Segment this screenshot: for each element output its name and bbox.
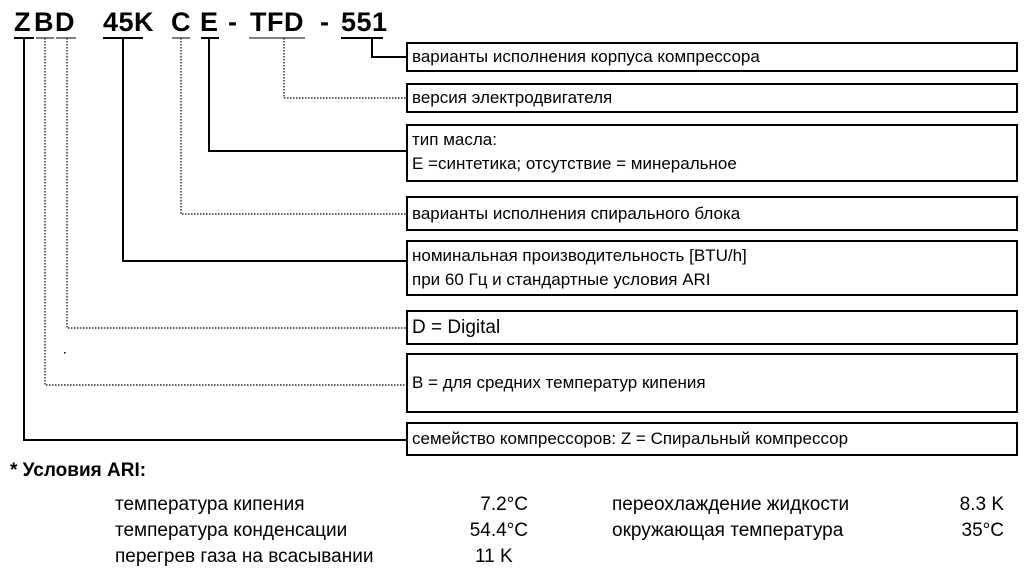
connector-variant xyxy=(67,38,406,328)
ari-left-label-2: температура конденсации xyxy=(115,520,348,541)
code-scroll: C xyxy=(171,7,191,37)
code-motor: TFD xyxy=(250,7,304,37)
ari-right-label-1: переохлаждение жидкости xyxy=(612,494,850,515)
desc-capacity-line1: номинальная производительность [BTU/h] xyxy=(412,246,747,265)
desc-motor-text: версия электродвигателя xyxy=(412,88,613,107)
ari-left-label-1: температура кипения xyxy=(115,494,305,515)
ari-right-value-2: 35°C xyxy=(961,520,1004,541)
desc-scroll-text: варианты исполнения спирального блока xyxy=(412,204,741,223)
desc-housing-text: варианты исполнения корпуса компрессора xyxy=(412,47,760,66)
connector-temprange xyxy=(45,38,406,385)
code-separator-2: - xyxy=(320,7,330,37)
desc-oil-title: тип масла: xyxy=(412,130,497,149)
ari-left-value-1: 7.2°C xyxy=(480,494,528,515)
desc-temprange xyxy=(406,353,1018,413)
code-housing: 551 xyxy=(341,7,388,37)
connector-capacity xyxy=(123,38,406,261)
desc-variant-text: D = Digital xyxy=(412,317,501,338)
code-oil: E xyxy=(200,7,219,37)
desc-motor xyxy=(406,83,1018,113)
ari-title: * Условия ARI: xyxy=(10,460,147,481)
ari-left-label-3: перегрев газа на всасывании xyxy=(115,546,374,567)
connector-oil xyxy=(209,38,406,151)
desc-family-text: семейство компрессоров: Z = Спиральный компрессор xyxy=(412,429,849,448)
desc-housing xyxy=(406,42,1018,72)
stray-dot xyxy=(64,352,66,354)
code-capacity: 45K xyxy=(103,7,155,37)
connector-scroll xyxy=(181,38,406,214)
desc-oil xyxy=(406,124,1018,182)
code-separator-1: - xyxy=(228,7,238,37)
desc-scroll xyxy=(406,196,1018,231)
connector-family xyxy=(24,38,406,440)
ari-right-label-2: окружающая температура xyxy=(612,520,844,541)
code-family: Z xyxy=(14,7,31,37)
connector-motor xyxy=(284,38,406,98)
connector-housing xyxy=(372,38,406,57)
desc-family xyxy=(406,422,1018,456)
code-temprange: B xyxy=(34,7,54,37)
desc-capacity xyxy=(406,240,1018,296)
desc-capacity-line2: при 60 Гц и стандартные условия ARI xyxy=(412,270,711,289)
desc-variant xyxy=(406,310,1018,345)
ari-left-value-2: 54.4°C xyxy=(469,520,528,541)
code-variant: D xyxy=(55,7,75,37)
ari-left-value-3: 11 K xyxy=(475,546,513,567)
desc-oil-values: E =синтетика; отсутствие = минеральное xyxy=(412,154,737,173)
ari-right-value-1: 8.3 K xyxy=(959,494,1004,515)
desc-temprange-text: B = для средних температур кипения xyxy=(412,373,706,392)
